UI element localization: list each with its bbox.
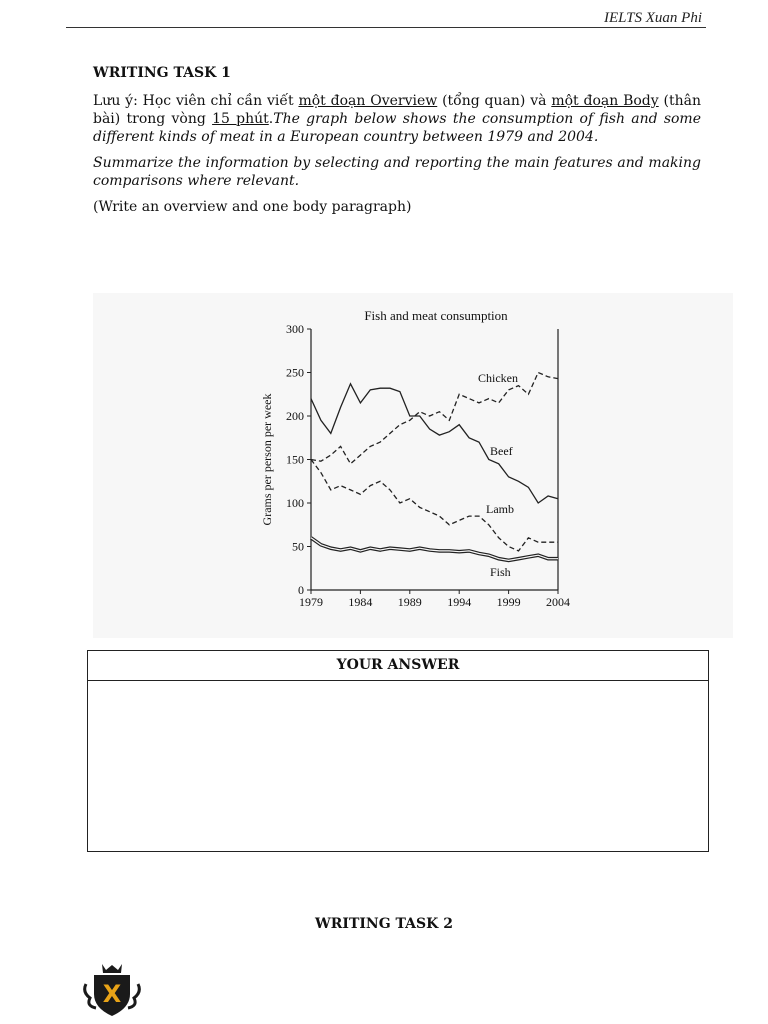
y-tick-label: 200 [286, 409, 304, 423]
series-label-beef: Beef [490, 444, 513, 458]
note-mid2: (thân bài) trong vòng [93, 93, 701, 127]
task1-note [93, 92, 701, 146]
y-tick-label: 50 [292, 539, 304, 554]
x-tick-label: 1989 [397, 595, 422, 609]
note-time: 15 phút [212, 111, 269, 127]
task1-instruction: Summarize the information by selecting and reporting the main features and making comparisons where relevant. [93, 155, 701, 189]
note-overview: một đoạn Overview [298, 93, 438, 109]
consumption-chart [93, 293, 733, 638]
crown-shield-x-icon [80, 962, 144, 1018]
note-body: một đoạn Body [551, 93, 659, 109]
task2-title: WRITING TASK 2 [315, 916, 453, 932]
series-label-lamb: Lamb [486, 502, 514, 516]
series-label-fish: Fish [490, 565, 511, 579]
series-line-beef [311, 384, 558, 503]
x-tick-label: 1979 [299, 595, 323, 609]
note-dot: . [268, 111, 274, 127]
y-tick-label: 0 [298, 583, 304, 597]
task1-section [93, 64, 701, 224]
y-tick-label: 250 [286, 365, 304, 380]
task1-prompt: The graph below shows the consumption of fish and some different kinds of meat in a European country between 1979 and 2004. [93, 111, 701, 145]
chart-series [311, 373, 558, 561]
task1-title: WRITING TASK 1 [93, 65, 231, 81]
series-label-chicken: Chicken [478, 371, 518, 385]
chart-image [93, 293, 733, 638]
x-tick-label: 1984 [348, 595, 373, 609]
y-tick-label: 150 [286, 452, 304, 467]
x-tick-label: 2004 [546, 595, 570, 609]
chart-axes [286, 322, 570, 609]
answer-box [87, 650, 709, 852]
chart-title: Fish and meat consumption [364, 308, 508, 323]
answer-heading: YOUR ANSWER [88, 651, 708, 681]
note-prefix: Lưu ý: Học viên chỉ cần viết [93, 93, 299, 109]
header-divider [66, 27, 706, 28]
task1-write-note: (Write an overview and one body paragraph) [93, 199, 412, 215]
note-mid1: (tổng quan) và [437, 93, 552, 109]
y-tick-label: 100 [286, 496, 304, 510]
series-line-chicken [311, 373, 558, 464]
y-tick-label: 300 [286, 322, 304, 336]
answer-area[interactable] [88, 681, 708, 853]
svg-text:X: X [102, 980, 122, 1008]
series-line-lamb [311, 460, 558, 551]
x-tick-label: 1994 [447, 595, 472, 609]
y-axis-label: Grams per person per week [260, 393, 274, 526]
header-brand: IELTS Xuan Phi [603, 10, 702, 26]
x-tick-label: 1999 [496, 595, 521, 609]
